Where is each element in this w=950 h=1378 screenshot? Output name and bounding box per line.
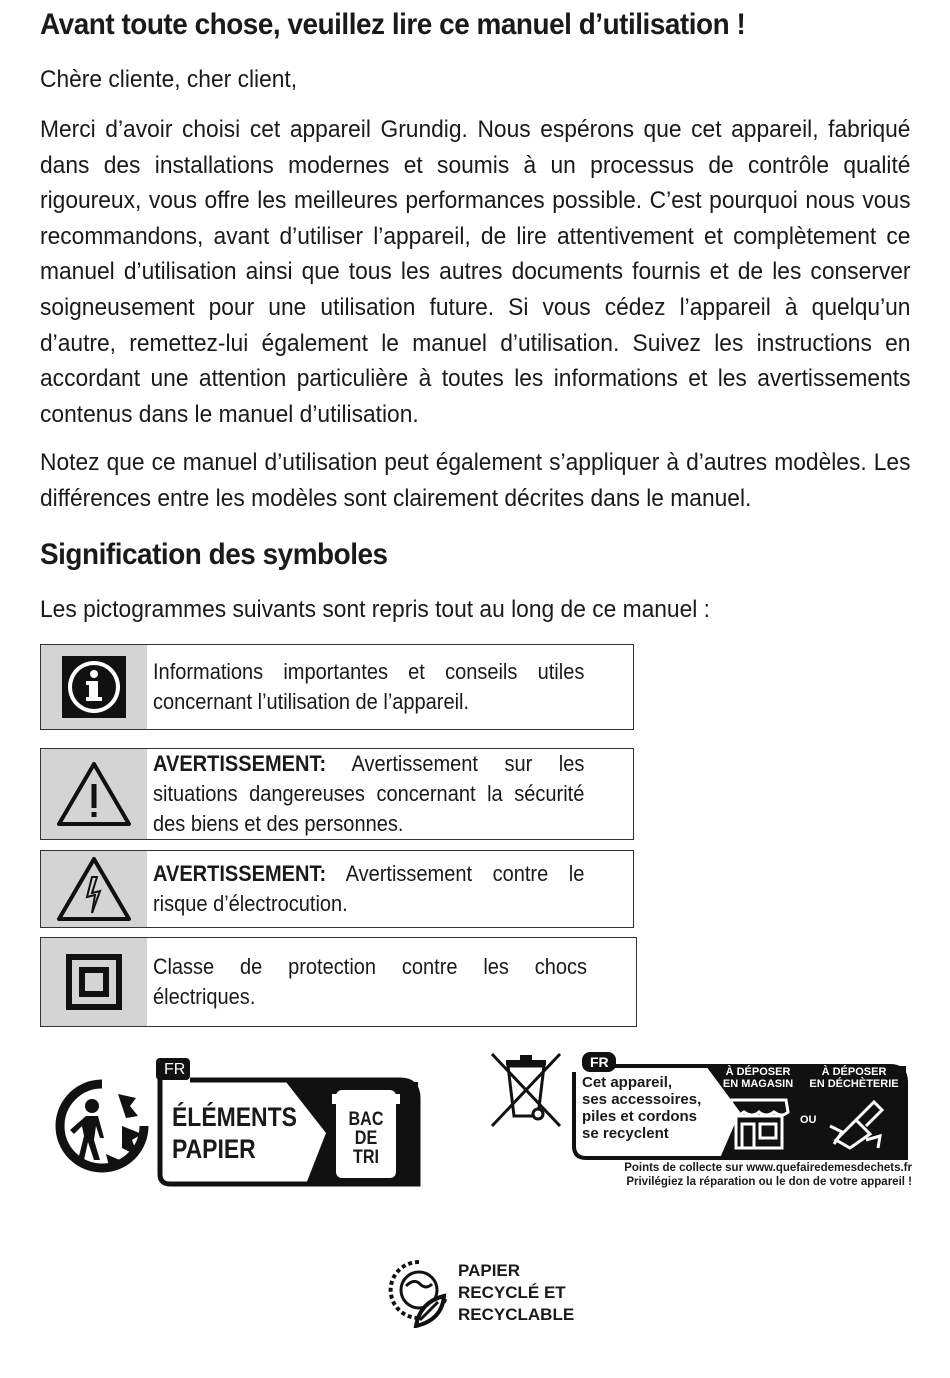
greeting: Chère cliente, cher client,: [40, 66, 298, 93]
triman-electronics-logo: [488, 1050, 918, 1200]
symbol-warning-text: Avertissement sur les situations dangereuses concernant la sécurité des biens et des personnes.: [153, 751, 585, 836]
protection-class-icon: [66, 954, 122, 1010]
drop-store-label: À DÉPOSER EN MAGASIN: [722, 1066, 794, 1090]
recycled-paper-icon: [386, 1256, 452, 1328]
page-title: Avant toute chose, veuillez lire ce manuel d’utilisation !: [40, 8, 746, 41]
symbol-electric-text: Avertissement contre le risque d’électrocution.: [153, 861, 585, 916]
triman-country: FR: [164, 1061, 186, 1078]
triman-line2: PAPIER: [172, 1134, 256, 1164]
recycling-center-icon: [826, 1096, 888, 1150]
intro-paragraph: Merci d’avoir choisi cet appareil Grundig. Nous espérons que cet appareil, fabriqué dans des installations modernes et soumis à un processus de contrôle qualité rigoureux, vous offre les meilleures performances possible. C’est pourquoi nous vous recommandons, avant d’utiliser l’appareil, de lire attentivement et complètement ce manuel d’utilisation ainsi que tous les autres documents fournis et de les conserver soigneusement pour une utilisation future. Si vous cédez l’appareil à quelqu’un d’autre, remettez-lui également le manuel d’utilisation. Suivez les instructions en accordant une attention particulière à toutes les informations et les avertissements contenus dans le manuel d’utilisation.: [40, 116, 911, 428]
warning-icon: [56, 760, 132, 828]
symbol-info-text: Informations importantes et conseils utiles concernant l’utilisation de l’appareil.: [153, 659, 585, 714]
triman-right-text: Cet appareil, ses accessoires, piles et cordons se recyclent: [582, 1074, 702, 1142]
drop-dump-label: À DÉPOSER EN DÉCHÈTERIE: [809, 1066, 899, 1090]
symbol-row-protection: [40, 937, 637, 1027]
bin-label: BAC DE TRI: [348, 1109, 384, 1168]
triman-line1: ÉLÉMENTS: [172, 1102, 297, 1132]
symbol-electric-label: AVERTISSEMENT:: [153, 861, 327, 886]
shop-icon: [728, 1096, 790, 1150]
symbol-row-warning: [40, 748, 634, 840]
symbol-row-electric: [40, 850, 634, 928]
paper-logo-text: PAPIER RECYCLÉ ET RECYCLABLE: [458, 1261, 575, 1324]
repair-note: Privilégiez la réparation ou le don de votre appareil !: [626, 1176, 912, 1188]
crossed-bin-icon: [488, 1050, 564, 1130]
triman-right-country: FR: [590, 1054, 609, 1070]
info-icon: [62, 656, 126, 718]
symbol-warning-label: AVERTISSEMENT:: [153, 751, 327, 776]
collect-points: Points de collecte sur www.quefairedemesdechets.fr: [624, 1162, 912, 1174]
models-paragraph: Notez que ce manuel d’utilisation peut également s’appliquer à d’autres modèles. Les différences entre les modèles sont clairement décrites dans le manuel.: [40, 449, 911, 512]
triman-paper-logo: [52, 1058, 422, 1192]
electric-warning-icon: [56, 855, 132, 923]
triman-icon: [52, 1076, 152, 1176]
symbol-row-info: [40, 644, 634, 730]
symbols-intro: Les pictogrammes suivants sont repris tout au long de ce manuel :: [40, 596, 710, 623]
symbol-protection-text: Classe de protection contre les chocs électriques.: [153, 954, 588, 1009]
paper-recycled-logo: [386, 1256, 586, 1332]
or-label: OU: [800, 1114, 817, 1126]
symbols-heading: Signification des symboles: [40, 538, 388, 571]
